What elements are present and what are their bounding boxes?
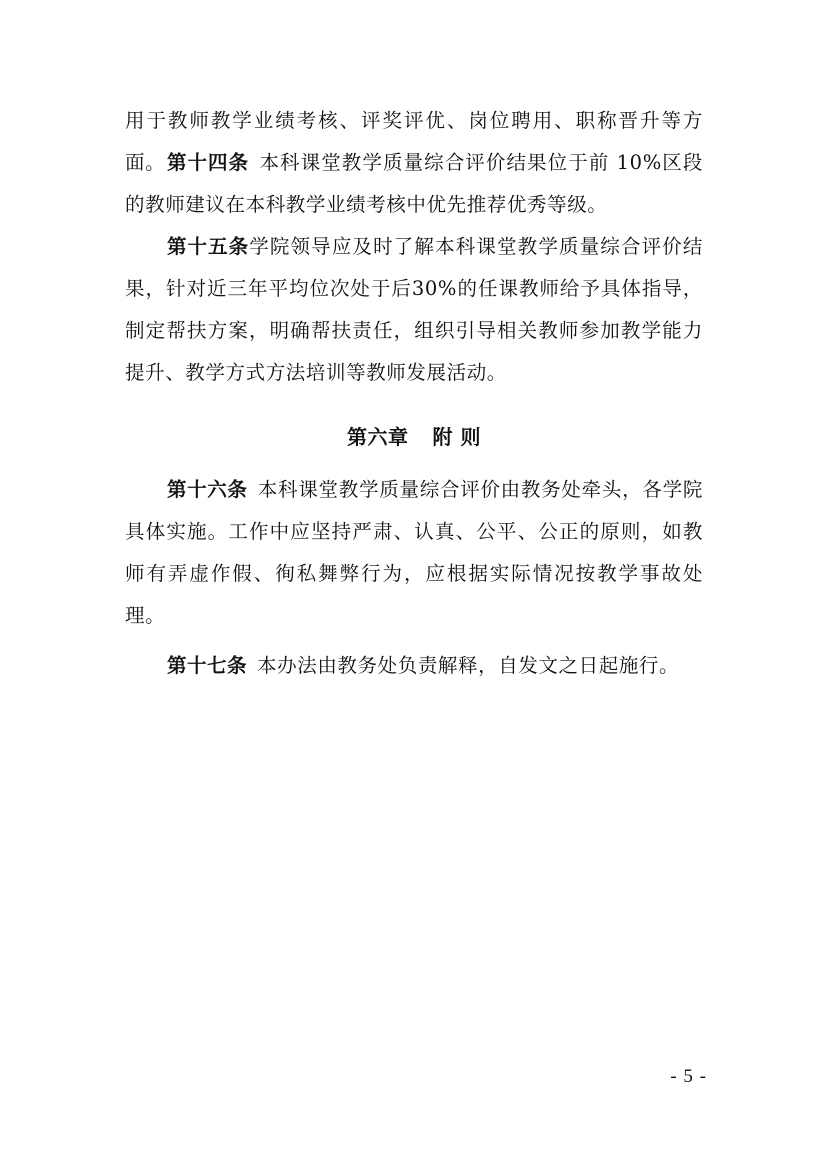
article-14-text: 本科课堂教学质量综合评价结果位于前 10%区段的教师建议在本科教学业绩考核中优先推荐优秀等级。	[125, 151, 703, 216]
article-17-text: 本办法由教务处负责解释，自发文之日起施行。	[257, 654, 680, 677]
continuation-text: 用于教师教学业绩考核、评奖评优、岗位聘用、职称晋升等方面。	[125, 109, 703, 174]
article-17-label: 第十七条	[167, 654, 248, 677]
article-16-label: 第十六条	[167, 478, 248, 501]
page-number: - 5 -	[670, 1066, 707, 1087]
article-15-text: 学院领导应及时了解本科课堂教学质量综合评价结果，针对近三年平均位次处于后30%的任课教师给予具体指导，制定帮扶方案，明确帮扶责任，组织引导相关教师参加教学能力提升、教学方式方法培训等教师发展活动。	[125, 235, 703, 384]
article-17	[125, 645, 703, 687]
article-14-label: 第十四条	[167, 151, 249, 174]
article-15-label: 第十五条	[167, 235, 250, 258]
chapter-number: 第六章	[347, 425, 409, 449]
chapter-title: 附 则	[432, 425, 481, 449]
article-14	[125, 142, 703, 226]
article-16	[125, 469, 703, 637]
chapter-heading	[125, 416, 703, 458]
article-16-text: 本科课堂教学质量综合评价由教务处牵头，各学院具体实施。工作中应坚持严肃、认真、公平、公正的原则，如教师有弄虚作假、徇私舞弊行为，应根据实际情况按教学事故处理。	[125, 478, 703, 627]
article-15	[125, 226, 703, 394]
